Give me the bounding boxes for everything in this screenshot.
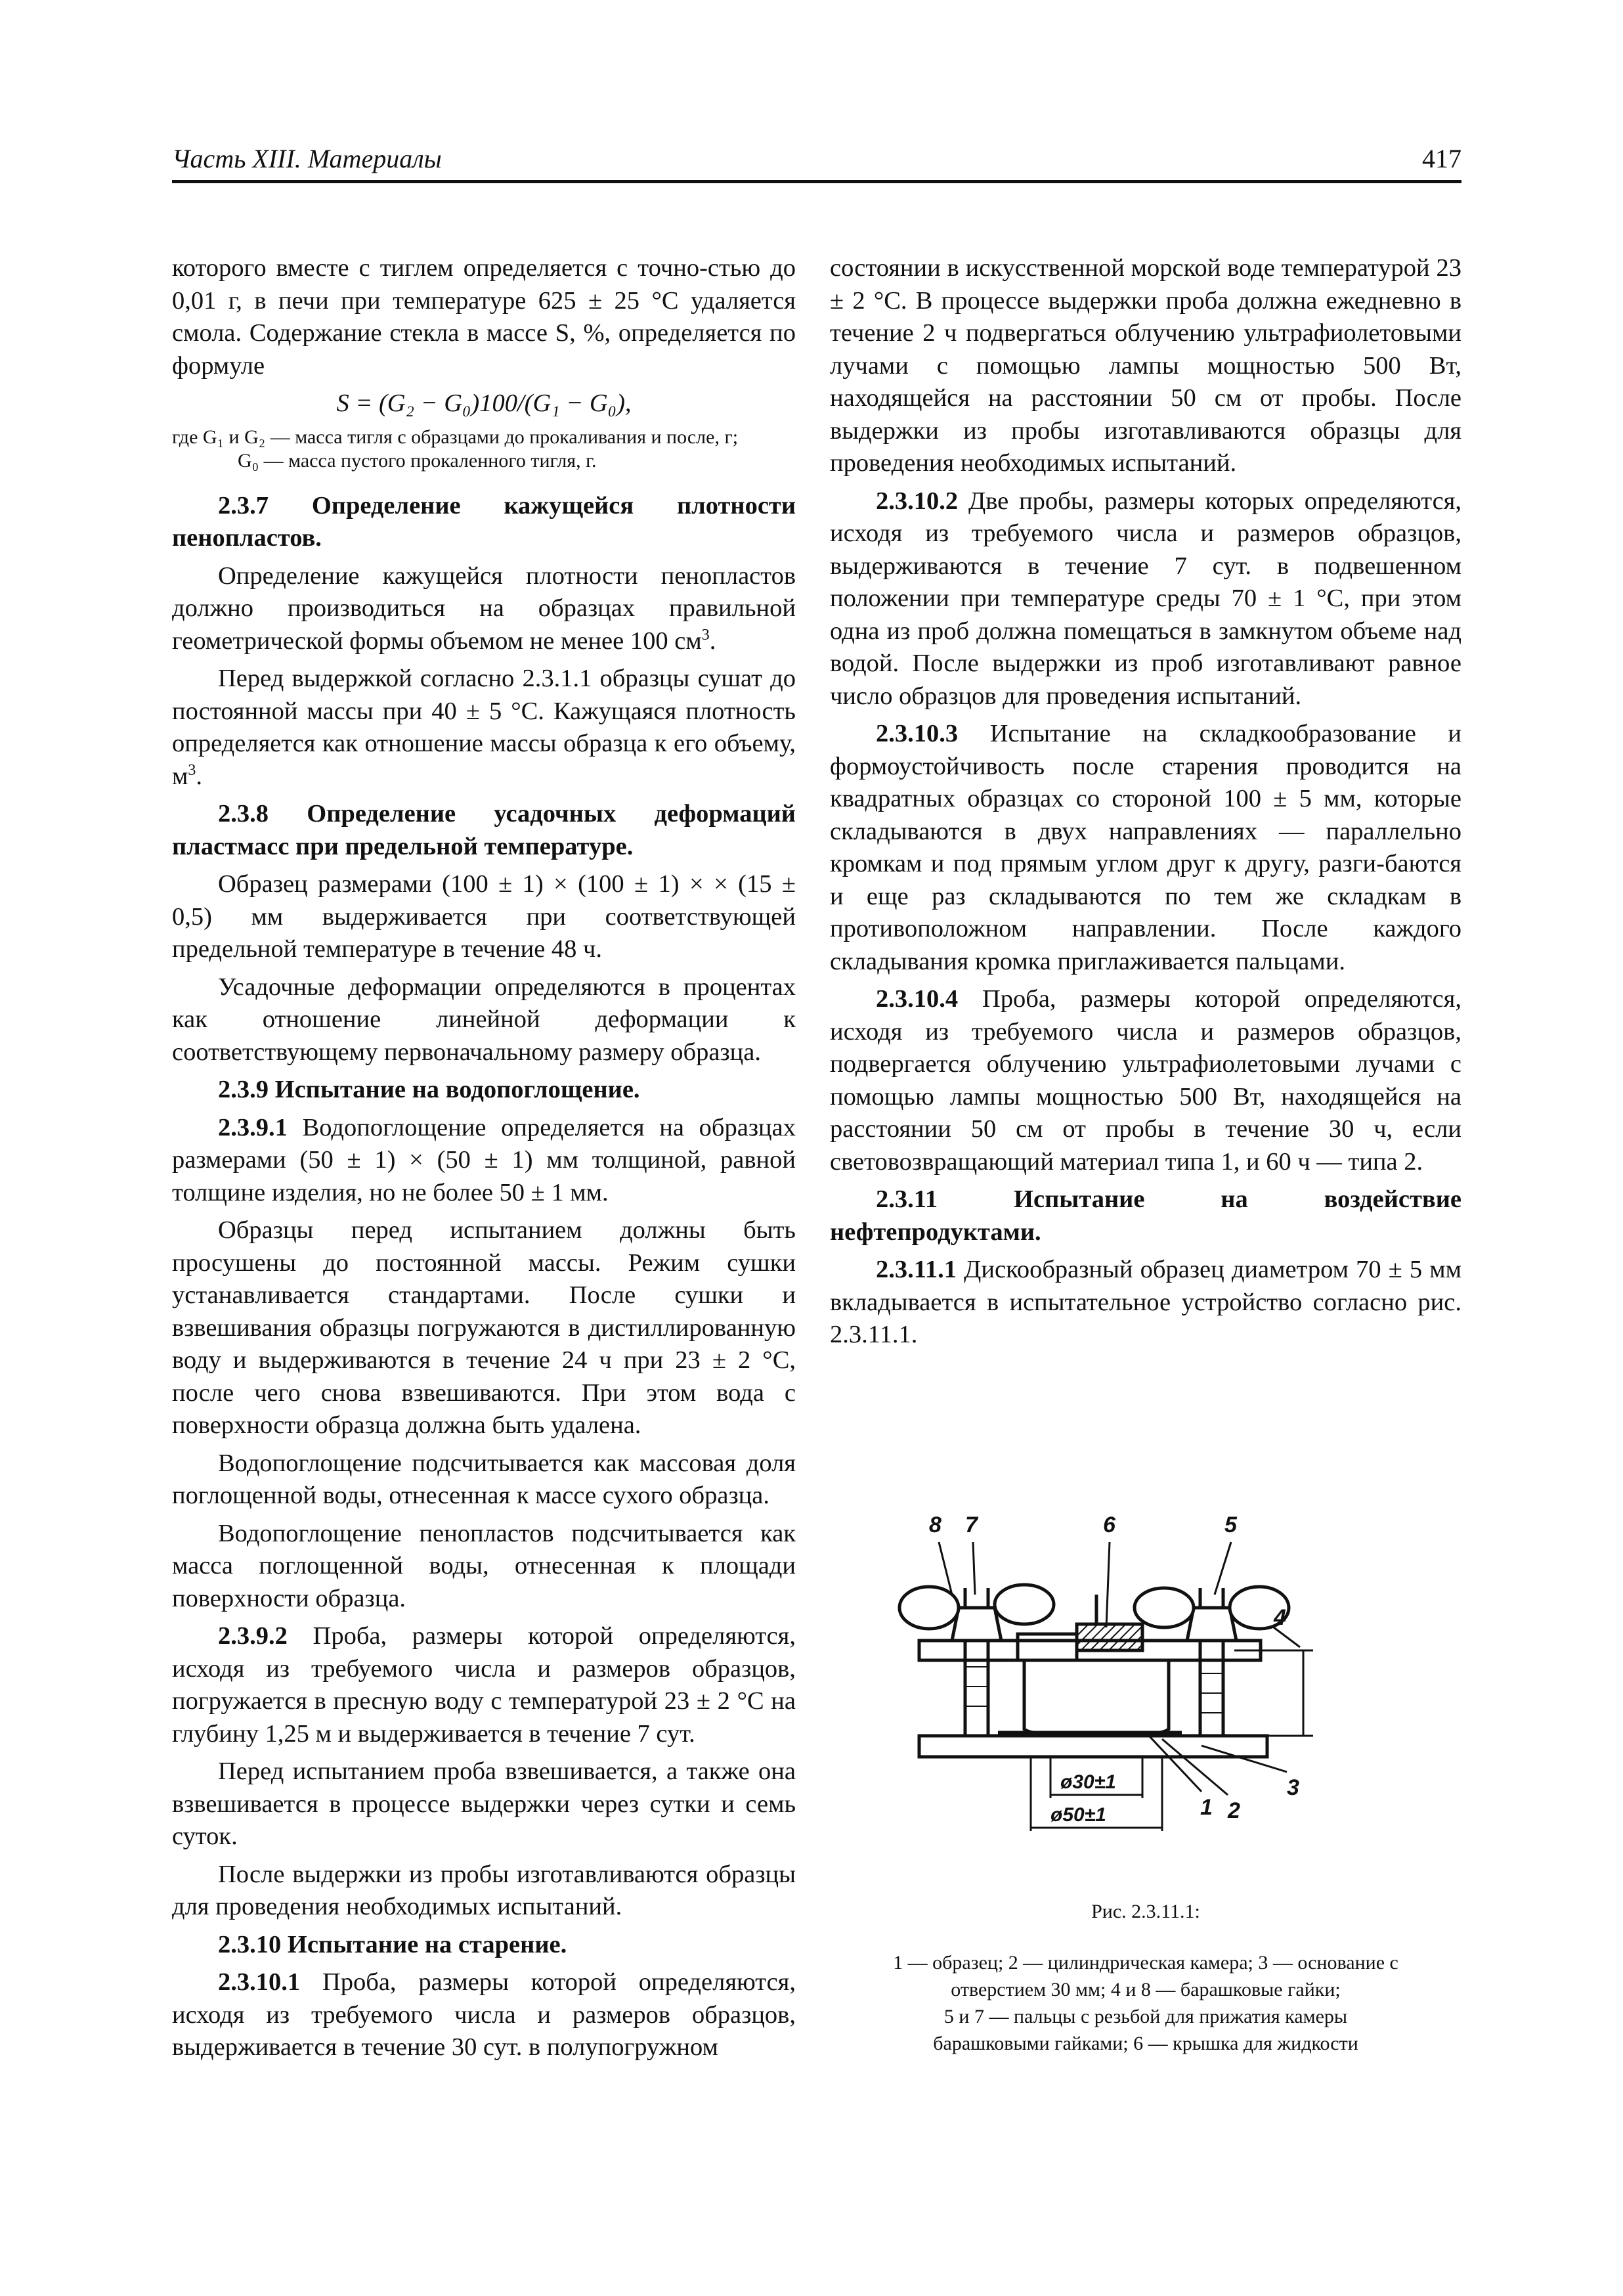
caption-line: барашковыми гайками; 6 — крышка для жидкости <box>933 2033 1358 2054</box>
leader-line <box>1215 1542 1231 1595</box>
section-number: 2.3.7 <box>218 491 269 519</box>
paragraph <box>830 1254 1461 1352</box>
wing-left-b <box>995 1585 1054 1624</box>
clause-number: 2.3.10.2 <box>876 487 959 515</box>
paragraph-text: Проба, размеры которой определяются, исходя из требуемого числа и размеров образцов, погружается в пресную воду с температурой 23 ± 2 °С на глубину 1,25 м и выдерживается в течение 7 сут. <box>172 1622 796 1748</box>
paragraph <box>172 1966 796 2064</box>
figure-label: 7 <box>965 1512 978 1537</box>
page-number: 417 <box>1422 144 1461 173</box>
paragraph: Водопоглощение пенопластов подсчитывается как масса поглощенной воды, отнесенная к площади поверхности образца. <box>172 1519 796 1612</box>
section-heading <box>830 1183 1461 1248</box>
figure-label: 3 <box>1287 1775 1299 1800</box>
leader-line <box>1106 1542 1110 1627</box>
paragraph <box>172 1620 796 1750</box>
base-plate <box>919 1736 1267 1757</box>
clause-number: 2.3.9.2 <box>218 1622 288 1650</box>
section-title: Испытание на воздействие нефтепродуктами. <box>830 1185 1461 1246</box>
figure-label: 8 <box>929 1512 941 1537</box>
wing-left-a <box>899 1587 959 1629</box>
section-heading <box>172 1074 796 1107</box>
paragraph-text: Проба, размеры которой определяются, исходя из требуемого числа и размеров образцов, выдерживается в течение 30 сут. в полупогружном <box>172 1968 796 2061</box>
figure-label: 4 <box>1274 1605 1286 1630</box>
paragraph: Образцы перед испытанием должны быть просушены до постоянной массы. Режим сушки устанавливается стандартами. После сушки и взвешивания образцы погружаются в дистиллированную воду и выдерживаются в течение 24 ч при 23 ± 2 °С, после чего снова взвешиваются. При этом вода с поверхности образца должна быть удалена. <box>172 1216 796 1439</box>
figure-label: 6 <box>1103 1512 1115 1537</box>
paragraph: После выдержки из пробы изготавливаются образцы для проведения необходимых испытаний. <box>172 1860 796 1920</box>
section-heading <box>172 490 796 555</box>
paragraph: состоянии в искусственной морской воде температурой 23 ± 2 °С. В процессе выдержки проба должна ежедневно в течение 2 ч подвергаться облучению ультрафиолетовыми лучами с помощью лампы мощностью 500 Вт, находящейся на расстоянии 50 см от пробы. После выдержки из пробы изготавливаются образцы для проведения необходимых испытаний. <box>830 254 1461 477</box>
section-number: 2.3.9 <box>218 1076 269 1103</box>
paragraph-text: Водопоглощение определяется на образцах размерами (50 ± 1) × (50 ± 1) мм толщиной, равной толщине изделия, но не более 50 ± 1 мм. <box>172 1113 796 1206</box>
paragraph: Образец размерами (100 ± 1) × (100 ± 1) × × (15 ± 0,5) мм выдерживается при соответствующей предельной температуре в течение 48 ч. <box>172 870 796 963</box>
paragraph-text: Испытание на складкообразование и формоустойчивость после старения проводится на квадратных образцах со стороной 100 ± 5 мм, которые складываются в двух направлениях — параллельно кромкам и под прямым углом друг к другу, разги-баются и еще раз складываются по тем же складкам в противоположном направлении. После каждого складывания кромка приглаживается пальцами. <box>830 720 1462 975</box>
paragraph <box>830 485 1461 713</box>
section-title: Определение усадочных деформаций пластмасс при предельной температуре. <box>172 800 796 860</box>
figure-label: 5 <box>1224 1512 1237 1537</box>
figure-caption-title: Рис. 2.3.11.1: <box>1091 1901 1200 1922</box>
superscript: 3 <box>701 626 710 644</box>
punct: . <box>196 762 202 790</box>
leader-line <box>1274 1627 1300 1647</box>
section-number: 2.3.11 <box>876 1185 938 1213</box>
cylindrical-chamber <box>1024 1660 1169 1733</box>
liquid-cap <box>1077 1624 1142 1650</box>
dimension-outer: ø50±1 <box>1050 1804 1106 1826</box>
leader-line <box>973 1542 975 1595</box>
clause-number: 2.3.10.4 <box>876 985 959 1013</box>
punct: . <box>709 627 716 655</box>
paragraph <box>172 1112 796 1210</box>
formula: S = (G₂ − G₀)100/(G₁ − G₀), <box>336 389 632 417</box>
section-number: 2.3.10 <box>218 1930 282 1958</box>
paragraph <box>172 663 796 793</box>
paragraph: Усадочные деформации определяются в процентах как отношение линейной деформации к соответствующему первоначальному размеру образца. <box>172 973 796 1066</box>
paragraph-text: Проба, размеры которой определяются, исходя из требуемого числа и размеров образцов, подвергается облучению ультрафиолетовыми лучами с помощью лампы мощностью 500 Вт, находящейся на расстоянии 50 см от пробы в течение 30 ч, если световозвращающий материал типа 1, и 60 ч — типа 2. <box>830 985 1462 1176</box>
caption-line: отверстием 30 мм; 4 и 8 — барашковые гайки; <box>951 1979 1341 2000</box>
paragraph <box>830 718 1461 978</box>
paragraph <box>830 983 1461 1178</box>
paragraph <box>172 560 796 658</box>
paragraph-text: Две пробы, размеры которых определяются, исходя из требуемого числа и размеров образцов, выдерживаются в течение 7 сут. в подвешенном положении при температуре среды 70 ± 1 °С, при этом одна из проб должна помещаться в замкнутом объеме над водой. После выдержки из проб изготавливают равное число образцов для проведения испытаний. <box>830 487 1461 710</box>
caption-line: 1 — образец; 2 — цилиндрическая камера; 3 — основание с <box>893 1952 1398 1974</box>
paragraph: Перед испытанием проба взвешивается, а также она взвешивается в процессе выдержки через сутки и семь суток. <box>172 1757 796 1850</box>
paragraph: которого вместе с тиглем определяется с точно-стью до 0,01 г, в печи при температуре 625 ± 25 °С удаляется смола. Содержание стекла в массе S, %, определяется по формуле <box>172 254 796 380</box>
paragraph-text: Перед выдержкой согласно 2.3.1.1 образцы сушат до постоянной массы при 40 ± 5 °С. Кажущаяся плотность определяется как отношение массы образца к его объему, м <box>172 665 796 790</box>
paragraph: Водопоглощение подсчитывается как массовая доля поглощенной воды, отнесенная к массе сухого образца. <box>172 1449 796 1509</box>
right-column <box>830 252 1461 1357</box>
section-heading <box>172 798 796 863</box>
clause-number: 2.3.11.1 <box>876 1256 957 1283</box>
legend-line: G₀ — масса пустого прокаленного тигля, г. <box>238 449 597 472</box>
figure-caption <box>830 1949 1461 2057</box>
left-column <box>172 252 796 2069</box>
figure-label: 1 <box>1200 1795 1213 1820</box>
running-title: Часть XIII. Материалы <box>172 144 442 173</box>
section-title: Испытание на водопоглощение. <box>274 1076 640 1103</box>
dimension-inner: ø30±1 <box>1060 1771 1116 1793</box>
superscript: 3 <box>188 761 196 779</box>
section-number: 2.3.8 <box>218 800 269 828</box>
section-heading <box>172 1929 796 1962</box>
clause-number: 2.3.9.1 <box>218 1113 288 1141</box>
section-title: Определение кажущейся плотности пенопластов. <box>172 491 796 552</box>
clause-number: 2.3.10.3 <box>876 720 959 747</box>
paragraph-text: Дискообразный образец диаметром 70 ± 5 мм вкладывается в испытательное устройство согласно рис. 2.3.11.1. <box>830 1256 1461 1348</box>
test-device-drawing <box>854 1496 1444 1864</box>
formula-legend <box>172 426 796 473</box>
caption-line: 5 и 7 — пальцы с резьбой для прижатия камеры <box>943 2006 1348 2027</box>
legend-line: где G₁ и G₂ — масса тигля с образцами до прокаливания и после, г; <box>172 426 739 448</box>
wing-right-a <box>1135 1588 1194 1627</box>
clause-number: 2.3.10.1 <box>218 1968 301 1996</box>
page-header <box>172 143 1461 183</box>
paragraph-text: Определение кажущейся плотности пенопластов должно производиться на образцах правильной геометрической формы объемом не менее 100 см <box>172 562 796 655</box>
figure-label: 2 <box>1228 1798 1240 1823</box>
section-title: Испытание на старение. <box>287 1930 567 1958</box>
